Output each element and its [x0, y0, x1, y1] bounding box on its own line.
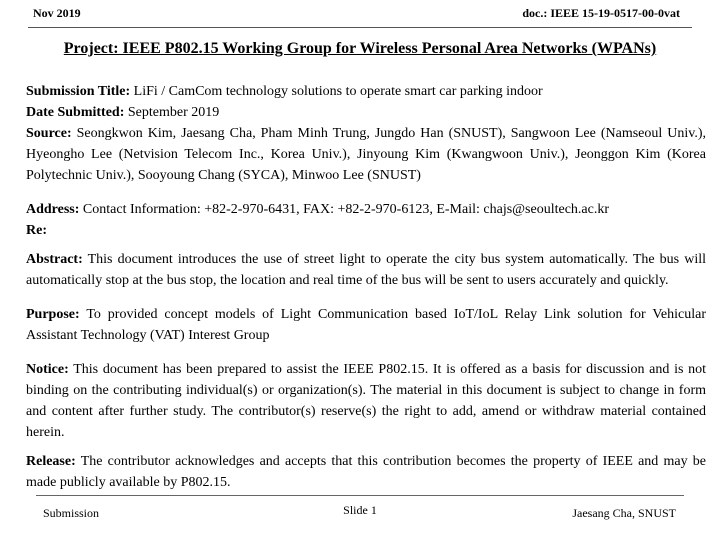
- abstract-paragraph: [26, 249, 706, 291]
- footer-divider: [36, 495, 684, 496]
- footer-author: Jaesang Cha, SNUST: [572, 506, 676, 520]
- project-title: Project: IEEE P802.15 Working Group for Wireless Personal Area Networks (WPANs): [63, 40, 657, 57]
- notice-value: This document has been prepared to assist the IEEE P802.15. It is offered as a basis for discussion and is not binding on the contributing individual(s) or organization(s). The material in this document is subject to change in form and content after further study. The contributor(s) reserve(s) the right to add, amend or withdraw material contained herein.: [26, 362, 707, 440]
- date-value: September 2019: [127, 105, 220, 120]
- header-doc-id: doc.: IEEE 15-19-0517-00-0vat: [522, 6, 680, 20]
- document-body: [26, 81, 706, 493]
- notice-paragraph: [26, 359, 706, 443]
- submission-title-line: [26, 81, 706, 102]
- submission-title-value: LiFi / CamCom technology solutions to operate smart car parking indoor: [133, 84, 543, 99]
- source-line: [26, 123, 706, 186]
- address-value: Contact Information: +82-2-970-6431, FAX: +82-2-970-6123, E-Mail: chajs@seoultech.ac.kr: [82, 202, 610, 217]
- abstract-label: Abstract:: [26, 252, 83, 267]
- submission-title-label: Submission Title:: [26, 84, 131, 99]
- release-paragraph: [26, 451, 706, 493]
- purpose-paragraph: [26, 304, 706, 346]
- purpose-value: To provided concept models of Light Communication based IoT/IoL Relay Link solution for Vehicular Assistant Technology (VAT) Interest Group: [26, 307, 706, 343]
- re-label: Re:: [26, 223, 47, 238]
- header-divider: [28, 27, 692, 28]
- date-label: Date Submitted:: [26, 105, 125, 120]
- purpose-label: Purpose:: [26, 307, 80, 322]
- address-label: Address:: [26, 202, 80, 217]
- release-label: Release:: [26, 454, 76, 469]
- header-date: Nov 2019: [33, 6, 81, 20]
- source-value: Seongkwon Kim, Jaesang Cha, Pham Minh Trung, Jungdo Han (SNUST), Sangwoon Lee (Namseoul Univ.), Hyeongho Lee (Netvision Telecom Inc., Korea Univ.), Jinyoung Kim (Kwangwoon Univ.), Jeonggon Kim (Korea Polytechnic Univ.), Sooyoung Chang (SYCA), Minwoo Lee (SNUST): [26, 126, 707, 183]
- footer-slide-number: Slide 1: [343, 503, 377, 517]
- re-line: [26, 220, 706, 241]
- release-value: The contributor acknowledges and accepts that this contribution becomes the property of IEEE and may be made publicly available by P802.15.: [26, 454, 706, 490]
- date-line: [26, 102, 706, 123]
- abstract-value: This document introduces the use of street light to operate the city bus system automatically. The bus will automatically stop at the bus stop, the location and real time of the bus will be sent to users accurately and quickly.: [26, 252, 706, 288]
- footer-submission: Submission: [43, 506, 100, 520]
- address-line: [26, 199, 706, 220]
- notice-label: Notice:: [26, 362, 69, 377]
- source-label: Source:: [26, 126, 72, 141]
